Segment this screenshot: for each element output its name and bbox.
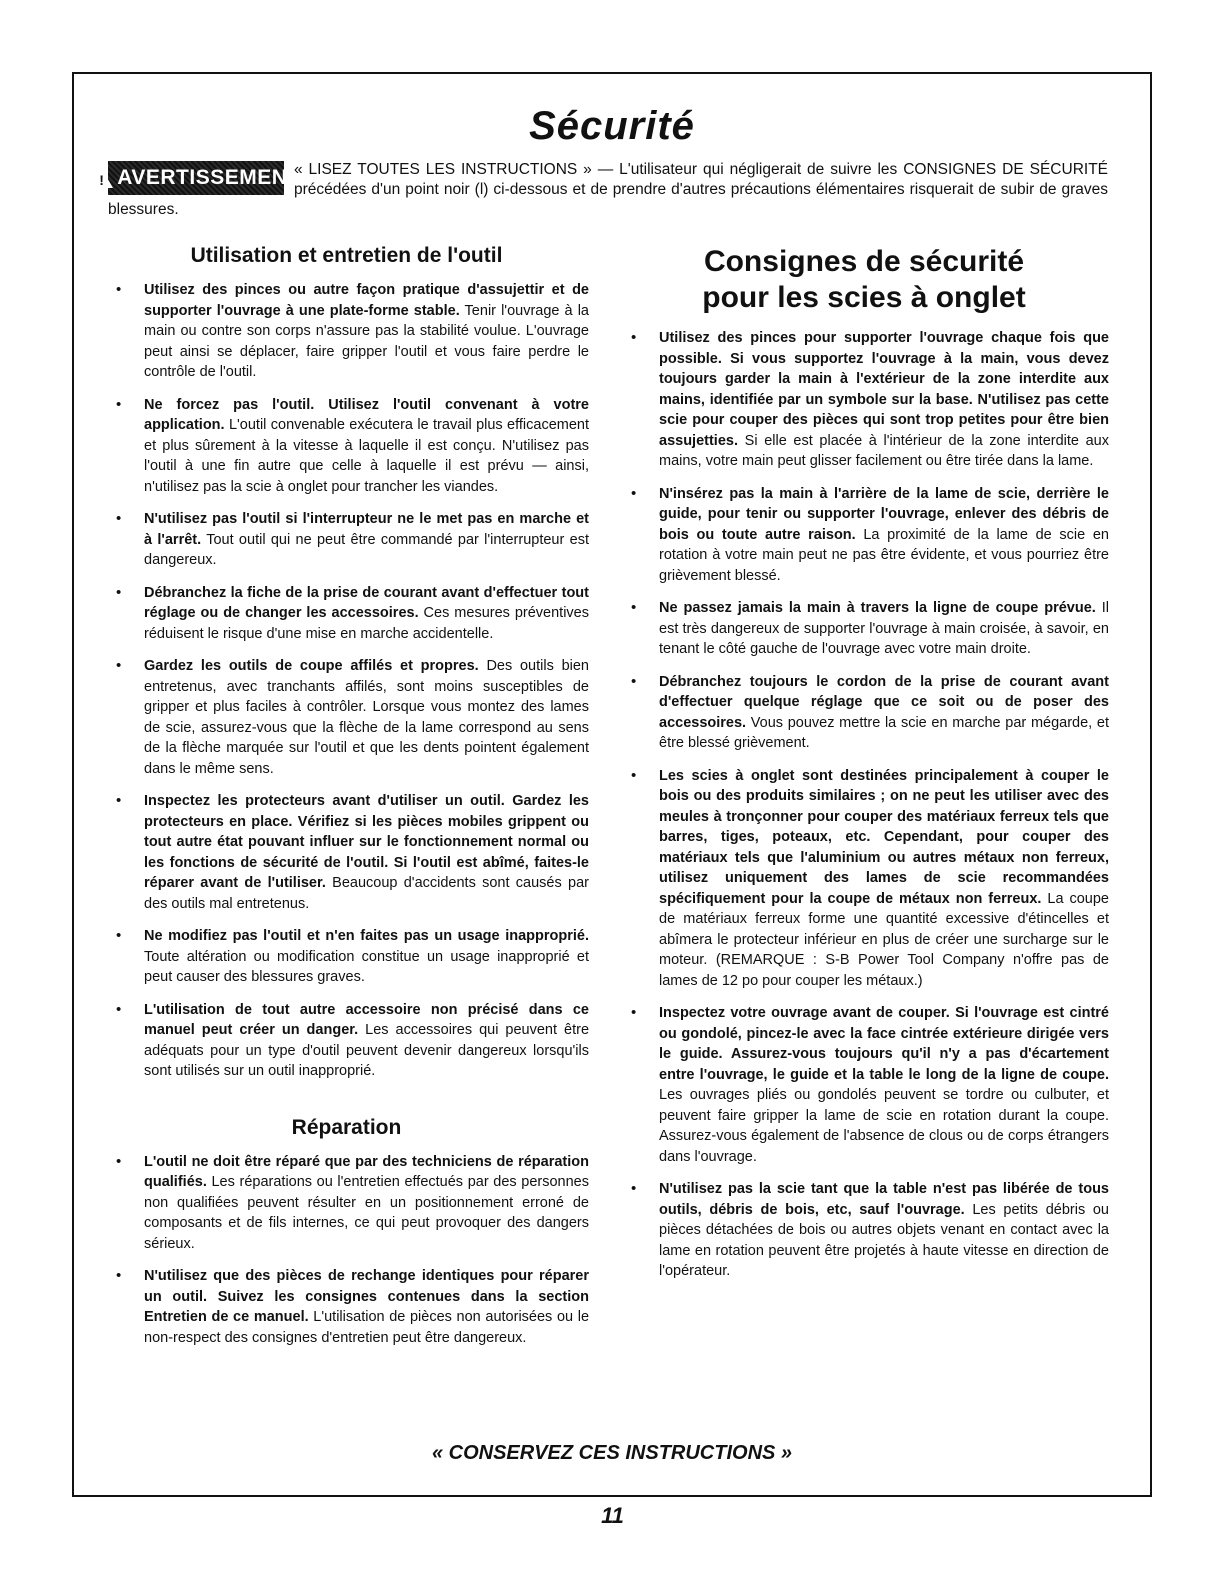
item-bold-text: N'utilisez pas l'outil si l'interrupteur ne le met pas en marche et à l'arrêt. bbox=[144, 511, 589, 548]
list-item bbox=[104, 926, 589, 988]
list-item bbox=[104, 1000, 589, 1082]
item-body-text: Il est très dangereux de supporter l'ouvrage à main croisée, à savoir, en tenant le côté gauche de l'ouvrage avec votre main droite. bbox=[659, 600, 1109, 657]
heading-line-2: pour les scies à onglet bbox=[702, 281, 1026, 314]
item-bold-text: N'insérez pas la main à l'arrière de la lame de scie, derrière le guide, pour tenir ou supporter l'ouvrage, enlever des débris de bois ou toute autre raison. bbox=[659, 485, 1109, 543]
item-bold-text: L'outil ne doit être réparé que par des techniciens de réparation qualifiés. bbox=[144, 1153, 589, 1190]
item-bold-text: Inspectez les protecteurs avant d'utiliser un outil. Gardez les protecteurs en place. Vérifiez si les pièces mobiles grippent ou tout autre état pouvant influer sur le fonctionnement normal ou les fonctions de sécurité de l'outil. Si l'outil est abîmé, faites-le réparer avant de l'utiliser. bbox=[144, 793, 589, 891]
list-item bbox=[104, 583, 589, 645]
item-bold-text: Débranchez la fiche de la prise de courant avant d'effectuer tout réglage ou de changer les accessoires. bbox=[144, 584, 589, 621]
list-item bbox=[619, 672, 1109, 754]
item-bold-text: Utilisez des pinces ou autre façon pratique d'assujettir et de supporter l'ouvrage à une plate-forme stable. bbox=[144, 282, 589, 319]
footer-save-instructions: « CONSERVEZ CES INSTRUCTIONS » bbox=[431, 1442, 793, 1464]
item-body-text: Les petits débris ou pièces détachées de bois ou autres objets venant en contact avec la lame en rotation peuvent être projetés à haute vitesse en direction de l'opérateur. bbox=[659, 1201, 1109, 1279]
list-item bbox=[619, 766, 1109, 992]
warning-badge-label: AVERTISSEMENT bbox=[117, 166, 301, 189]
list-item bbox=[619, 328, 1109, 472]
list-item bbox=[104, 656, 589, 779]
item-body-text: Tout outil qui ne peut être commandé par l'interrupteur est dangereux. bbox=[144, 531, 589, 568]
item-bold-text: Gardez les outils de coupe affilés et propres. bbox=[144, 658, 479, 674]
item-body-text: Tenir l'ouvrage à la main ou contre son corps n'assure pas la stabilité voulue. L'ouvrage peut ainsi se déplacer, faire gripper l'outil et vous faire perdre le contrôle de l'outil. bbox=[144, 302, 589, 380]
item-bold-text: L'utilisation de tout autre accessoire non précisé dans ce manuel peut créer un danger. bbox=[144, 1001, 589, 1038]
item-body-text: Beaucoup d'accidents sont causés par des outils mal entretenus. bbox=[144, 875, 589, 912]
tool-use-list bbox=[104, 280, 589, 1082]
list-item bbox=[104, 1152, 589, 1255]
right-column bbox=[619, 244, 1109, 1282]
heading-line-1: Consignes de sécurité bbox=[703, 245, 1025, 278]
warning-badge bbox=[108, 161, 301, 195]
list-item bbox=[619, 1003, 1109, 1167]
left-column bbox=[104, 244, 589, 1348]
section-heading-miter-saw bbox=[619, 244, 1109, 316]
item-bold-text: Utilisez des pinces pour supporter l'ouvrage chaque fois que possible. Si vous supportez l'ouvrage à la main, vous devez toujours garder la main à l'extérieur de la zone interdite aux mains, identifiée par un symbole sur la base. N'utilisez pas cette scie pour couper des pièces qui sont trop petites pour être bien assujetties. bbox=[659, 330, 1109, 449]
item-body-text: Les accessoires qui peuvent être adéquats pour un type d'outil peuvent devenir dangereux lorsqu'ils sont utilisés sur un outil inapproprié. bbox=[144, 1022, 590, 1079]
page-frame bbox=[72, 72, 1152, 1497]
warning-text: « LISEZ TOUTES LES INSTRUCTIONS » — L'utilisateur qui négligerait de suivre les CONSIGNES DE SÉCURITÉ précédées d'un point noir (l) ci-dessous et de prendre d'autres précautions élémentaires risquerait de subir de graves blessures. bbox=[108, 161, 1108, 218]
item-bold-text: Inspectez votre ouvrage avant de couper. Si l'ouvrage est cintré ou gondolé, pincez-le avec la face cintrée extérieure dirigée vers le guide. Assurez-vous toujours qu'il n'y a pas d'écartement entre l'ouvrage, le guide et la table le long de la ligne de coupe. bbox=[659, 1005, 1109, 1083]
item-body-text: L'outil convenable exécutera le travail plus efficacement et plus sûrement à la vitesse à laquelle il est conçu. N'utilisez pas l'outil à une fin autre que celle à laquelle il est prévu — ainsi, n'utilisez pas la scie à onglet pour trancher les viandes. bbox=[144, 417, 589, 495]
item-body-text: Les ouvrages pliés ou gondolés peuvent se tordre ou culbuter, et peuvent faire gripper la lame de scie en rotation durant la coupe. Assurez-vous également de l'absence de clous ou de corps étrangers dans l'ouvrage. bbox=[659, 1087, 1109, 1165]
page-number: 11 bbox=[601, 1503, 624, 1528]
item-bold-text: Ne forcez pas l'outil. Utilisez l'outil convenant à votre application. bbox=[144, 396, 589, 433]
item-bold-text: Les scies à onglet sont destinées principalement à couper le bois ou des produits similaires ; on ne peut les utiliser avec des meules à tronçonner pour couper des matériaux ferreux tels que barres, tiges, poteaux, etc. Cependant, pour couper des matériaux tels que l'aluminium ou autres métaux non ferreux, utilisez uniquement des lames de scie recommandées spécifiquement pour la coupe de métaux non ferreux. bbox=[659, 767, 1109, 907]
item-bold-text: N'utilisez que des pièces de rechange identiques pour réparer un outil. Suivez les consignes contenues dans la section Entretien de ce manuel. bbox=[144, 1268, 589, 1325]
miter-saw-list bbox=[619, 328, 1109, 1282]
list-item bbox=[104, 280, 589, 383]
item-body-text: Des outils bien entretenus, avec tranchants affilés, sont moins susceptibles de gripper et plus faciles à contrôler. Lorsque vous montez des lames de scie, assurez-vous que la flèche de la lame correspond au sens de la flèche marquée sur l'outil et que les dents pointent également dans le même sens. bbox=[144, 658, 589, 777]
list-item bbox=[104, 509, 589, 571]
item-body-text: Vous pouvez mettre la scie en marche par mégarde, et être blessé grièvement. bbox=[659, 714, 1109, 751]
item-body-text: Ces mesures préventives réduisent le risque d'une mise en marche accidentelle. bbox=[144, 605, 589, 642]
item-bold-text: Débranchez toujours le cordon de la prise de courant avant d'effectuer quelque réglage que ce soit ou de poser des accessoires. bbox=[659, 673, 1109, 731]
item-body-text: La proximité de la lame de scie en rotation à votre main peut ne pas être évidente, et vous pourriez être grièvement blessé. bbox=[659, 526, 1109, 584]
warning-block bbox=[108, 160, 1108, 220]
item-bold-text: Ne modifiez pas l'outil et n'en faites pas un usage inapproprié. bbox=[144, 928, 589, 944]
item-body-text: Si elle est placée à l'intérieur de la zone interdite aux mains, votre main peut glisser facilement ou être tirée dans la lame. bbox=[659, 432, 1109, 469]
item-body-text: Toute altération ou modification constitue un usage inapproprié et peut causer des blessures graves. bbox=[144, 948, 589, 985]
list-item bbox=[619, 1179, 1109, 1282]
section-heading-tool-use: Utilisation et entretien de l'outil bbox=[190, 244, 503, 267]
item-bold-text: N'utilisez pas la scie tant que la table n'est pas libérée de tous outils, débris de bois, etc, sauf l'ouvrage. bbox=[659, 1181, 1109, 1218]
section-heading-repair: Réparation bbox=[291, 1115, 402, 1139]
item-bold-text: Ne passez jamais la main à travers la ligne de coupe prévue. bbox=[659, 600, 1096, 616]
list-item bbox=[104, 395, 589, 498]
list-item bbox=[104, 791, 589, 914]
repair-list bbox=[104, 1152, 589, 1349]
page-title: Sécurité bbox=[529, 104, 695, 148]
list-item bbox=[104, 1266, 589, 1348]
list-item bbox=[619, 598, 1109, 660]
item-body-text: La coupe de matériaux ferreux forme une quantité excessive d'étincelles et abîmera le protecteur inférieur en plus de créer une surcharge sur le moteur. (REMARQUE : S-B Power Tool Company n'offre pas de lames de 12 po pour couper les métaux.) bbox=[659, 890, 1109, 989]
list-item bbox=[619, 484, 1109, 587]
item-body-text: L'utilisation de pièces non autorisées ou le non-respect des consignes d'entretien peut être dangereux. bbox=[144, 1309, 590, 1346]
item-body-text: Les réparations ou l'entretien effectués par des personnes non qualifiées peuvent résulter en un positionnement erroné de composants et de fils internes, ce qui peut provoquer des dangers sérieux. bbox=[144, 1174, 589, 1252]
warning-triangle-icon bbox=[91, 169, 113, 188]
